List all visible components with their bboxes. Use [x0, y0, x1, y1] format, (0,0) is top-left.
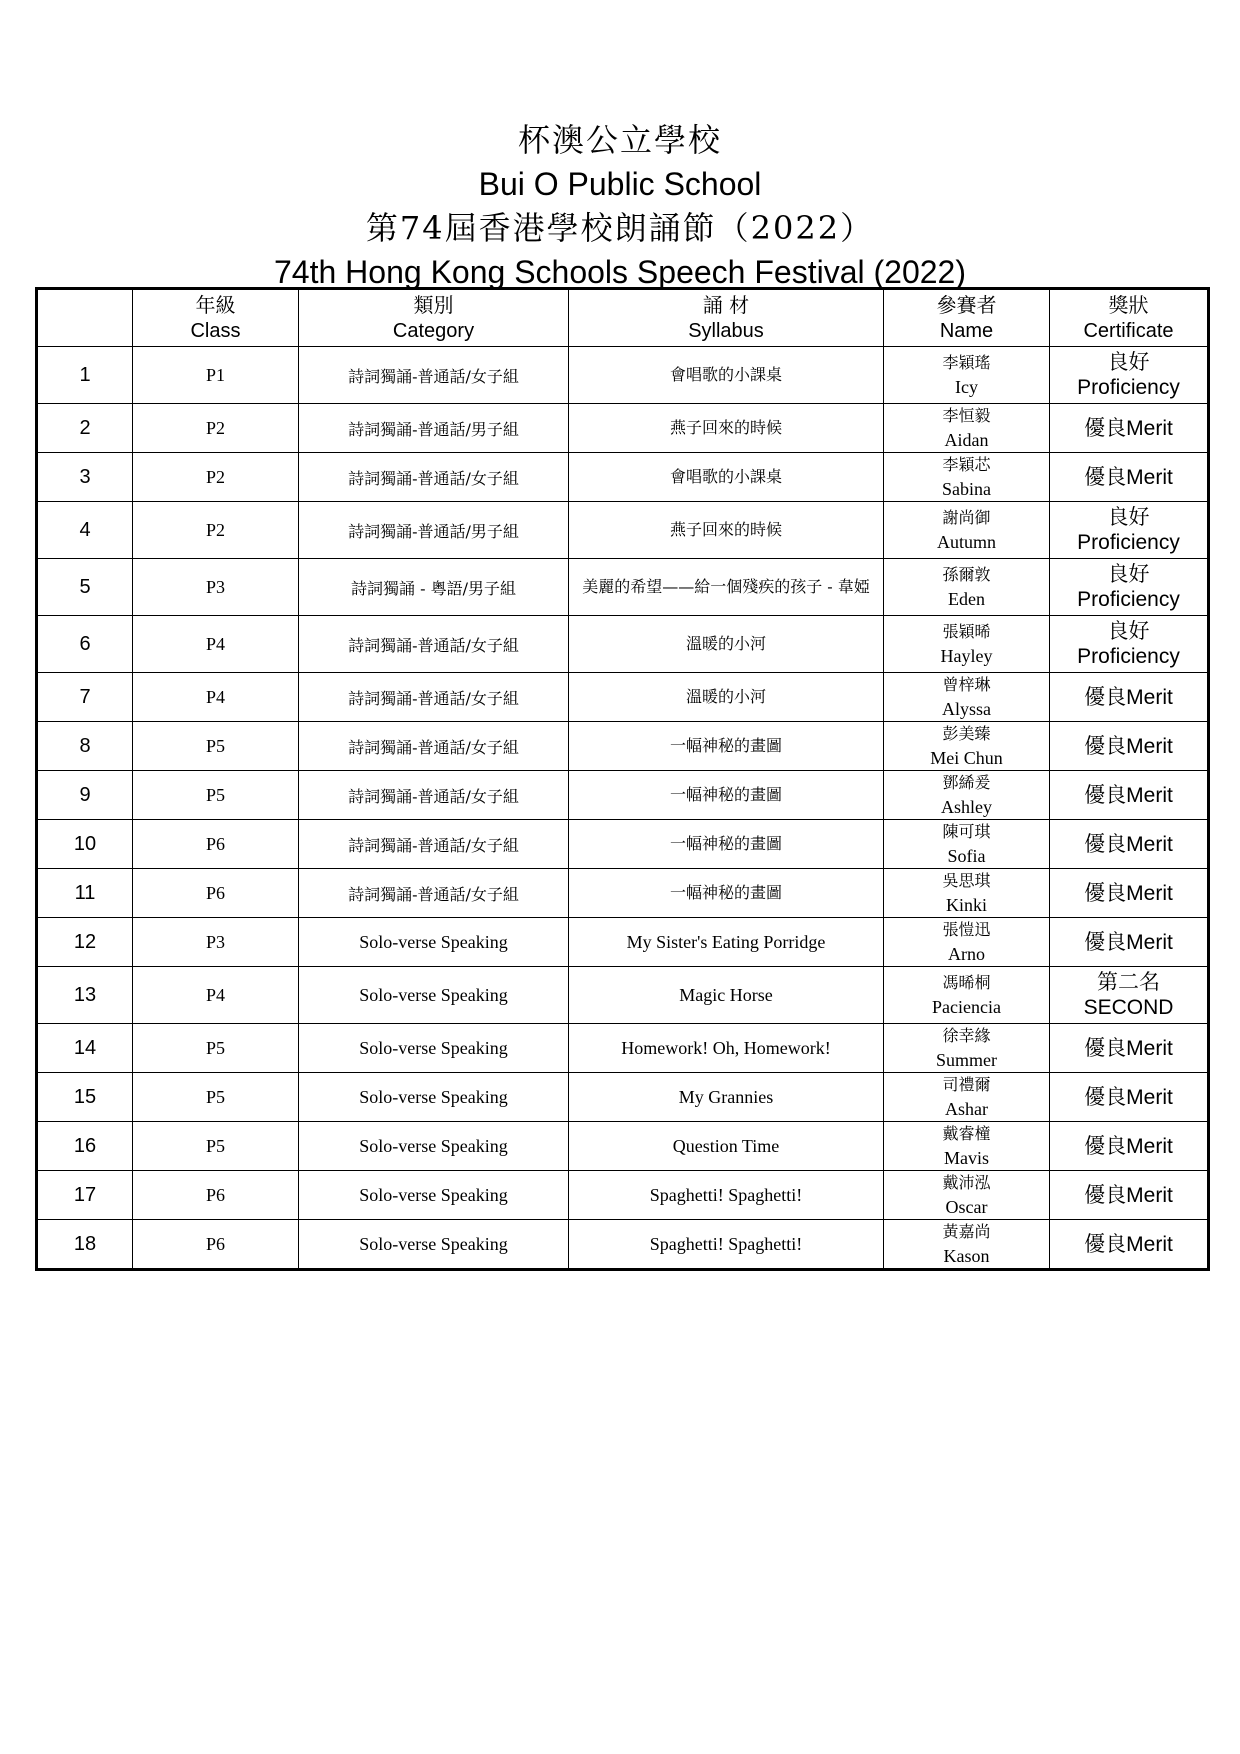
certificate-cell	[1050, 559, 1209, 616]
syllabus-cell: Spaghetti! Spaghetti!	[569, 1220, 884, 1270]
header-category-zh: 類別	[413, 293, 454, 317]
table-header-row	[37, 289, 1209, 347]
table-row	[37, 1171, 1209, 1220]
participant-cell	[884, 453, 1050, 502]
certificate-cell	[1050, 869, 1209, 918]
school-name-zh: 杯澳公立學校	[517, 121, 722, 159]
certificate-en: Merit	[1126, 930, 1173, 954]
syllabus-cell: 一幅神秘的畫圖	[569, 771, 884, 820]
syllabus-cell: 溫暖的小河	[569, 673, 884, 722]
certificate-zh: 第二名	[1097, 970, 1160, 994]
certificate-cell	[1050, 404, 1209, 453]
participant-name-zh: 司禮爾	[942, 1075, 991, 1094]
participant-cell	[884, 1220, 1050, 1270]
certificate-zh: 優良	[1084, 1035, 1127, 1060]
header-category-en: Category	[392, 320, 475, 342]
class-cell: P4	[133, 967, 299, 1024]
participant-name-en: Kason	[943, 1246, 990, 1266]
table-row	[37, 869, 1209, 918]
row-number: 13	[37, 967, 133, 1024]
row-number: 6	[37, 616, 133, 673]
header-certificate-en: Certificate	[1083, 320, 1174, 342]
class-cell: P5	[133, 1122, 299, 1171]
table-row	[37, 404, 1209, 453]
class-cell: P5	[133, 722, 299, 771]
table-row	[37, 1073, 1209, 1122]
category-cell: Solo-verse Speaking	[299, 1024, 569, 1073]
category-cell: 詩詞獨誦-普通話/女子組	[299, 616, 569, 673]
certificate-zh: 優良	[1084, 464, 1127, 489]
class-cell: P6	[133, 869, 299, 918]
certificate-en: SECOND	[1083, 996, 1174, 1019]
table-row	[37, 1024, 1209, 1073]
row-number: 4	[37, 502, 133, 559]
class-cell: P6	[133, 1171, 299, 1220]
certificate-en: Proficiency	[1077, 588, 1180, 611]
header-name	[884, 289, 1050, 347]
row-number: 14	[37, 1024, 133, 1073]
participant-name-en: Kinki	[945, 895, 987, 915]
syllabus-cell: Magic Horse	[569, 967, 884, 1024]
category-cell: 詩詞獨誦-普通話/女子組	[299, 869, 569, 918]
certificate-zh: 優良	[1084, 831, 1127, 856]
results-table	[35, 287, 1210, 1271]
certificate-zh: 良好	[1107, 505, 1150, 529]
certificate-en: Merit	[1126, 1232, 1173, 1256]
participant-name-zh: 黃嘉尚	[942, 1222, 991, 1241]
class-cell: P4	[133, 616, 299, 673]
row-number: 8	[37, 722, 133, 771]
category-cell: Solo-verse Speaking	[299, 918, 569, 967]
class-cell: P5	[133, 771, 299, 820]
syllabus-cell: 燕子回來的時候	[569, 502, 884, 559]
syllabus-cell: Spaghetti! Spaghetti!	[569, 1171, 884, 1220]
certificate-cell	[1050, 1220, 1209, 1270]
class-cell: P5	[133, 1073, 299, 1122]
certificate-zh: 優良	[1084, 929, 1127, 954]
syllabus-cell: 溫暖的小河	[569, 616, 884, 673]
certificate-zh: 優良	[1084, 880, 1127, 905]
syllabus-cell: 會唱歌的小課桌	[569, 453, 884, 502]
table-row	[37, 820, 1209, 869]
participant-name-zh: 吳思琪	[942, 871, 991, 890]
header-class-zh: 年級	[195, 293, 236, 317]
certificate-cell	[1050, 673, 1209, 722]
certificate-cell	[1050, 1024, 1209, 1073]
participant-name-zh: 張愷迅	[942, 920, 991, 939]
participant-name-en: Mavis	[944, 1148, 989, 1168]
syllabus-cell: 一幅神秘的畫圖	[569, 820, 884, 869]
class-cell: P1	[133, 347, 299, 404]
participant-name-en: Hayley	[940, 646, 993, 666]
participant-cell	[884, 673, 1050, 722]
row-number: 17	[37, 1171, 133, 1220]
certificate-zh: 優良	[1084, 1084, 1127, 1109]
category-cell: 詩詞獨誦-普通話/女子組	[299, 771, 569, 820]
header-category	[299, 289, 569, 347]
participant-cell	[884, 1171, 1050, 1220]
certificate-cell	[1050, 722, 1209, 771]
header-class-en: Class	[190, 320, 241, 342]
header-syllabus-en: Syllabus	[688, 320, 764, 342]
syllabus-cell: 一幅神秘的畫圖	[569, 869, 884, 918]
table-row	[37, 1122, 1209, 1171]
certificate-en: Merit	[1126, 685, 1173, 709]
certificate-en: Merit	[1126, 1036, 1173, 1060]
category-cell: 詩詞獨誦-普通話/女子組	[299, 722, 569, 771]
category-cell: 詩詞獨誦-普通話/女子組	[299, 453, 569, 502]
certificate-en: Merit	[1126, 1085, 1173, 1109]
participant-name-zh: 鄧絺爰	[942, 773, 991, 792]
participant-cell	[884, 722, 1050, 771]
syllabus-cell: My Sister's Eating Porridge	[569, 918, 884, 967]
participant-name-zh: 李穎芯	[942, 455, 991, 474]
participant-name-zh: 李穎瑤	[942, 353, 991, 372]
certificate-zh: 優良	[1084, 782, 1127, 807]
event-title-zh: 第74屆香港學校朗誦節（2022）	[365, 209, 875, 247]
certificate-zh: 優良	[1084, 1133, 1127, 1158]
participant-cell	[884, 869, 1050, 918]
syllabus-cell: Homework! Oh, Homework!	[569, 1024, 884, 1073]
participant-cell	[884, 967, 1050, 1024]
participant-cell	[884, 347, 1050, 404]
certificate-cell	[1050, 1122, 1209, 1171]
syllabus-cell: 美麗的希望——給一個殘疾的孩子 - 韋婭	[569, 559, 884, 616]
table-row	[37, 453, 1209, 502]
category-cell: Solo-verse Speaking	[299, 1171, 569, 1220]
header-class	[133, 289, 299, 347]
participant-name-en: Ashar	[945, 1099, 988, 1119]
certificate-cell	[1050, 967, 1209, 1024]
row-number: 11	[37, 869, 133, 918]
category-cell: Solo-verse Speaking	[299, 1220, 569, 1270]
participant-name-zh: 陳可琪	[942, 822, 991, 841]
table-row	[37, 771, 1209, 820]
category-cell: 詩詞獨誦-普通話/女子組	[299, 347, 569, 404]
table-row	[37, 967, 1209, 1024]
participant-cell	[884, 1073, 1050, 1122]
class-cell: P6	[133, 820, 299, 869]
participant-cell	[884, 918, 1050, 967]
certificate-cell	[1050, 771, 1209, 820]
certificate-en: Merit	[1126, 783, 1173, 807]
certificate-cell	[1050, 347, 1209, 404]
participant-name-en: Eden	[948, 589, 985, 609]
header-name-en: Name	[939, 320, 994, 342]
certificate-zh: 良好	[1107, 619, 1150, 643]
syllabus-cell: My Grannies	[569, 1073, 884, 1122]
certificate-zh: 優良	[1084, 415, 1127, 440]
class-cell: P2	[133, 502, 299, 559]
document-title-block	[0, 118, 1240, 294]
class-cell: P2	[133, 404, 299, 453]
certificate-en: Merit	[1126, 1134, 1173, 1158]
syllabus-cell: 燕子回來的時候	[569, 404, 884, 453]
certificate-en: Merit	[1126, 1183, 1173, 1207]
table-row	[37, 722, 1209, 771]
row-number: 2	[37, 404, 133, 453]
participant-cell	[884, 559, 1050, 616]
participant-name-en: Sofia	[947, 846, 986, 866]
row-number: 9	[37, 771, 133, 820]
category-cell: Solo-verse Speaking	[299, 967, 569, 1024]
class-cell: P2	[133, 453, 299, 502]
table-row	[37, 559, 1209, 616]
header-syllabus-zh: 誦 材	[702, 293, 750, 317]
certificate-cell	[1050, 820, 1209, 869]
class-cell: P6	[133, 1220, 299, 1270]
participant-cell	[884, 404, 1050, 453]
certificate-cell	[1050, 918, 1209, 967]
participant-name-zh: 李恒毅	[942, 406, 991, 425]
certificate-en: Merit	[1126, 881, 1173, 905]
participant-name-zh: 戴睿橦	[942, 1124, 991, 1143]
syllabus-cell: 會唱歌的小課桌	[569, 347, 884, 404]
row-number: 16	[37, 1122, 133, 1171]
participant-name-zh: 馮晞桐	[942, 973, 991, 992]
class-cell: P3	[133, 918, 299, 967]
row-number: 15	[37, 1073, 133, 1122]
participant-cell	[884, 502, 1050, 559]
header-name-zh: 參賽者	[936, 293, 997, 317]
participant-name-zh: 張穎晞	[942, 622, 991, 641]
participant-name-en: Mei Chun	[930, 748, 1003, 768]
certificate-en: Merit	[1126, 416, 1173, 440]
participant-name-en: Sabina	[942, 479, 991, 499]
category-cell: Solo-verse Speaking	[299, 1122, 569, 1171]
certificate-en: Proficiency	[1077, 531, 1180, 554]
header-syllabus	[569, 289, 884, 347]
certificate-cell	[1050, 616, 1209, 673]
certificate-cell	[1050, 453, 1209, 502]
certificate-zh: 優良	[1084, 1182, 1127, 1207]
category-cell: 詩詞獨誦-普通話/女子組	[299, 820, 569, 869]
event-title-en: 74th Hong Kong Schools Speech Festival (2022)	[274, 254, 966, 290]
certificate-cell	[1050, 502, 1209, 559]
participant-name-en: Paciencia	[932, 997, 1001, 1017]
certificate-en: Merit	[1126, 832, 1173, 856]
participant-cell	[884, 820, 1050, 869]
participant-name-en: Autumn	[936, 532, 996, 552]
certificate-zh: 優良	[1084, 1231, 1127, 1256]
class-cell: P4	[133, 673, 299, 722]
certificate-en: Merit	[1126, 465, 1173, 489]
participant-name-zh: 孫爾敦	[942, 565, 991, 584]
certificate-en: Proficiency	[1077, 376, 1180, 399]
category-cell: 詩詞獨誦 - 粵語/男子組	[299, 559, 569, 616]
participant-name-en: Aidan	[944, 430, 989, 450]
table-row	[37, 616, 1209, 673]
participant-name-en: Oscar	[945, 1197, 988, 1217]
participant-name-en: Summer	[936, 1050, 997, 1070]
certificate-en: Proficiency	[1077, 645, 1180, 668]
participant-name-zh: 彭美臻	[942, 724, 991, 743]
participant-name-zh: 徐幸緣	[942, 1026, 991, 1045]
participant-cell	[884, 1024, 1050, 1073]
table-row	[37, 673, 1209, 722]
row-number: 7	[37, 673, 133, 722]
row-number: 1	[37, 347, 133, 404]
category-cell: 詩詞獨誦-普通話/男子組	[299, 404, 569, 453]
syllabus-cell: 一幅神秘的畫圖	[569, 722, 884, 771]
category-cell: Solo-verse Speaking	[299, 1073, 569, 1122]
class-cell: P5	[133, 1024, 299, 1073]
participant-name-zh: 曾梓琳	[942, 675, 991, 694]
certificate-en: Merit	[1126, 734, 1173, 758]
participant-name-en: Arno	[948, 944, 985, 964]
row-number: 5	[37, 559, 133, 616]
table-row	[37, 1220, 1209, 1270]
participant-cell	[884, 1122, 1050, 1171]
class-cell: P3	[133, 559, 299, 616]
school-name-en: Bui O Public School	[478, 166, 762, 202]
header-no	[37, 289, 133, 347]
header-certificate-zh: 獎狀	[1108, 293, 1149, 317]
row-number: 3	[37, 453, 133, 502]
row-number: 10	[37, 820, 133, 869]
participant-name-en: Ashley	[941, 797, 992, 817]
header-certificate	[1050, 289, 1209, 347]
certificate-zh: 優良	[1084, 684, 1127, 709]
participant-name-zh: 謝尚御	[942, 508, 991, 527]
participant-name-en: Alyssa	[942, 699, 991, 719]
certificate-zh: 良好	[1107, 562, 1150, 586]
syllabus-cell: Question Time	[569, 1122, 884, 1171]
row-number: 12	[37, 918, 133, 967]
certificate-zh: 良好	[1107, 350, 1150, 374]
certificate-zh: 優良	[1084, 733, 1127, 758]
participant-name-en: Icy	[955, 377, 978, 397]
category-cell: 詩詞獨誦-普通話/女子組	[299, 673, 569, 722]
participant-name-zh: 戴沛泓	[942, 1173, 991, 1192]
certificate-cell	[1050, 1171, 1209, 1220]
row-number: 18	[37, 1220, 133, 1270]
participant-cell	[884, 616, 1050, 673]
category-cell: 詩詞獨誦-普通話/男子組	[299, 502, 569, 559]
table-row	[37, 918, 1209, 967]
table-row	[37, 502, 1209, 559]
participant-cell	[884, 771, 1050, 820]
certificate-cell	[1050, 1073, 1209, 1122]
table-row	[37, 347, 1209, 404]
